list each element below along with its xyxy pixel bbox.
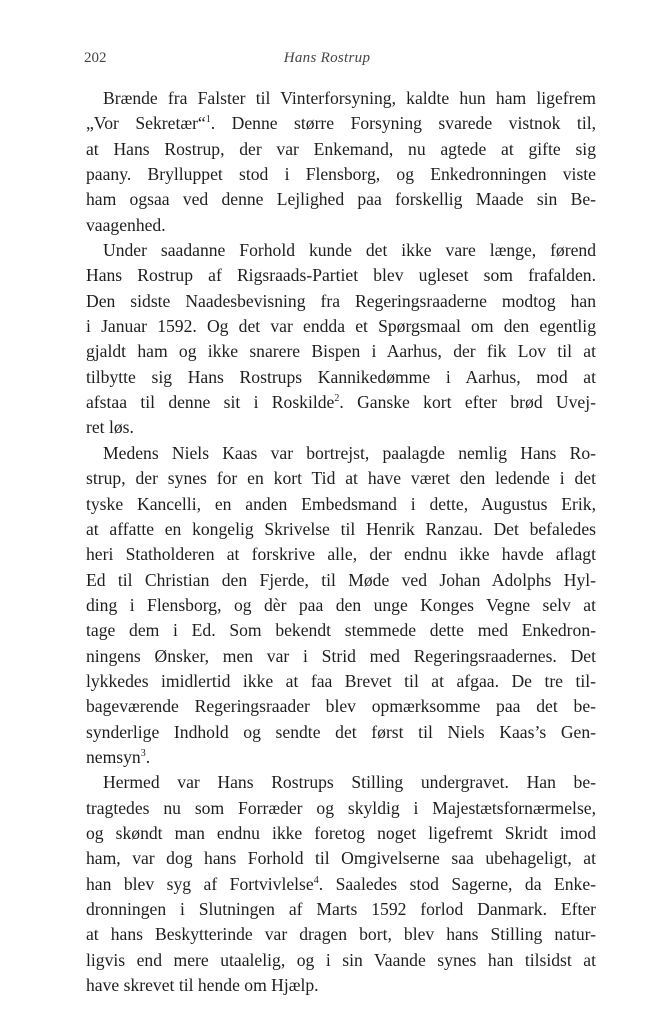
line-text: ham ogsaa ved denne Lejlighed paa forskellig Maade sin Be- bbox=[86, 189, 596, 210]
line-text: afstaa til denne sit i Roskilde bbox=[86, 392, 335, 413]
line-text: ding i Flensborg, og dèr paa den unge Konges Vegne selv at bbox=[86, 594, 596, 615]
text-line bbox=[86, 973, 596, 998]
line-text: tage dem i Ed. Som bekendt stemmede dette med Enkedron- bbox=[86, 620, 596, 641]
page-number: 202 bbox=[84, 50, 107, 66]
line-text: at hans Beskytterinde var dragen bort, blev hans Stilling natur- bbox=[86, 924, 596, 945]
text-line bbox=[86, 289, 596, 314]
line-text: . Ganske kort efter brød Uvej- bbox=[339, 392, 596, 413]
line-text: . Denne større Forsyning svarede vistnok til, bbox=[210, 113, 596, 134]
line-text: Ed til Christian den Fjerde, til Møde ved Johan Adolphs Hyl- bbox=[86, 569, 596, 590]
text-line bbox=[86, 111, 596, 136]
line-text: bageværende Regeringsraader blev opmærksomme paa det be- bbox=[86, 696, 596, 717]
line-text: ligvis end mere utaalelig, og i sin Vaande synes han tilsidst at bbox=[86, 949, 596, 970]
line-text: at Hans Rostrup, der var Enkemand, nu agtede at gifte sig bbox=[86, 138, 596, 159]
text-line bbox=[86, 770, 596, 795]
text-line bbox=[86, 365, 596, 390]
text-line bbox=[86, 568, 596, 593]
footnote-marker: 1 bbox=[205, 114, 211, 126]
text-line bbox=[86, 238, 596, 263]
line-text: ningens Ønsker, men var i Strid med Regeringsraadernes. Det bbox=[86, 645, 596, 666]
line-text: . bbox=[145, 746, 151, 767]
footnote-marker: 2 bbox=[334, 393, 340, 405]
paragraph bbox=[86, 238, 596, 441]
line-text: lykkedes imidlertid ikke at faa Brevet til at afgaa. De tre til- bbox=[86, 670, 596, 691]
text-line bbox=[86, 339, 596, 364]
paragraph bbox=[86, 770, 596, 998]
text-line bbox=[86, 390, 596, 415]
text-line bbox=[86, 517, 596, 542]
paragraph bbox=[86, 86, 596, 238]
running-title: Hans Rostrup bbox=[283, 50, 371, 66]
text-line bbox=[86, 846, 596, 871]
text-line bbox=[86, 618, 596, 643]
text-line bbox=[86, 872, 596, 897]
text-line bbox=[86, 821, 596, 846]
line-text: synderlige Indhold og sendte det først til Niels Kaas’s Gen- bbox=[86, 721, 596, 742]
text-line bbox=[86, 542, 596, 567]
line-text: og skøndt man endnu ikke foretog noget ligefremt Skridt imod bbox=[86, 822, 596, 843]
text-line bbox=[86, 263, 596, 288]
line-text: han blev syg af Fortvivlelse bbox=[86, 873, 314, 894]
text-line bbox=[86, 745, 596, 770]
body-text bbox=[86, 86, 596, 998]
line-text: Hans Rostrup af Rigsraads-Partiet blev ugleset som frafalden. bbox=[86, 265, 596, 286]
text-line bbox=[86, 796, 596, 821]
line-text: strup, der synes for en kort Tid at have været den ledende i det bbox=[86, 468, 596, 489]
text-line bbox=[86, 466, 596, 491]
line-text: ret løs. bbox=[86, 417, 134, 438]
text-line bbox=[86, 922, 596, 947]
footnote-marker: 4 bbox=[313, 874, 319, 886]
line-text: Brænde fra Falster til Vinterforsyning, kaldte hun ham ligefrem bbox=[103, 88, 596, 108]
line-text: tilbytte sig Hans Rostrups Kannikedømme i Aarhus, mod at bbox=[86, 366, 596, 387]
text-line bbox=[86, 593, 596, 618]
text-line bbox=[86, 897, 596, 922]
line-text: paany. Brylluppet stod i Flensborg, og Enkedronningen viste bbox=[86, 164, 596, 185]
text-line bbox=[86, 694, 596, 719]
line-text: i Januar 1592. Og det var endda et Spørgsmaal om den egentlig bbox=[86, 316, 596, 337]
line-text: Medens Niels Kaas var bortrejst, paalagde nemlig Hans Ro- bbox=[103, 442, 596, 463]
line-text: vaagenhed. bbox=[86, 214, 166, 235]
line-text: Hermed var Hans Rostrups Stilling undergravet. Han be- bbox=[103, 772, 596, 793]
text-line bbox=[86, 720, 596, 745]
text-line bbox=[86, 441, 596, 466]
line-text: heri Statholderen at forskrive alle, der endnu ikke havde aflagt bbox=[86, 544, 596, 565]
page-header bbox=[0, 50, 654, 72]
text-line bbox=[86, 415, 596, 440]
line-text: „Vor Sekretær“ bbox=[86, 113, 206, 134]
line-text: gjaldt ham og ikke snarere Bispen i Aarhus, der fik Lov til at bbox=[86, 341, 596, 362]
line-text: ham, var dog hans Forhold til Omgivelserne saa ubehageligt, at bbox=[86, 848, 596, 869]
paragraph bbox=[86, 441, 596, 770]
text-line bbox=[86, 86, 596, 111]
text-line bbox=[86, 137, 596, 162]
text-line bbox=[86, 644, 596, 669]
line-text: . Saaledes stod Sagerne, da Enke- bbox=[318, 873, 596, 894]
text-line bbox=[86, 213, 596, 238]
line-text: tyske Kancelli, en anden Embedsmand i dette, Augustus Erik, bbox=[86, 493, 596, 514]
line-text: nemsyn bbox=[86, 746, 141, 767]
text-line bbox=[86, 948, 596, 973]
line-text: dronningen i Slutningen af Marts 1592 forlod Danmark. Efter bbox=[86, 899, 596, 919]
line-text: have skrevet til hende om Hjælp. bbox=[86, 975, 319, 996]
line-text: Den sidste Naadesbevisning fra Regeringsraaderne modtog han bbox=[86, 290, 596, 311]
footnote-marker: 3 bbox=[140, 747, 146, 759]
line-text: tragtedes nu som Forræder og skyldig i Majestætsfornærmelse, bbox=[86, 797, 596, 818]
text-line bbox=[86, 492, 596, 517]
text-line bbox=[86, 187, 596, 212]
text-line bbox=[86, 669, 596, 694]
text-line bbox=[86, 162, 596, 187]
line-text: at affatte en kongelig Skrivelse til Henrik Ranzau. Det befaledes bbox=[86, 518, 596, 539]
text-line bbox=[86, 314, 596, 339]
line-text: Under saadanne Forhold kunde det ikke vare længe, førend bbox=[103, 240, 596, 261]
